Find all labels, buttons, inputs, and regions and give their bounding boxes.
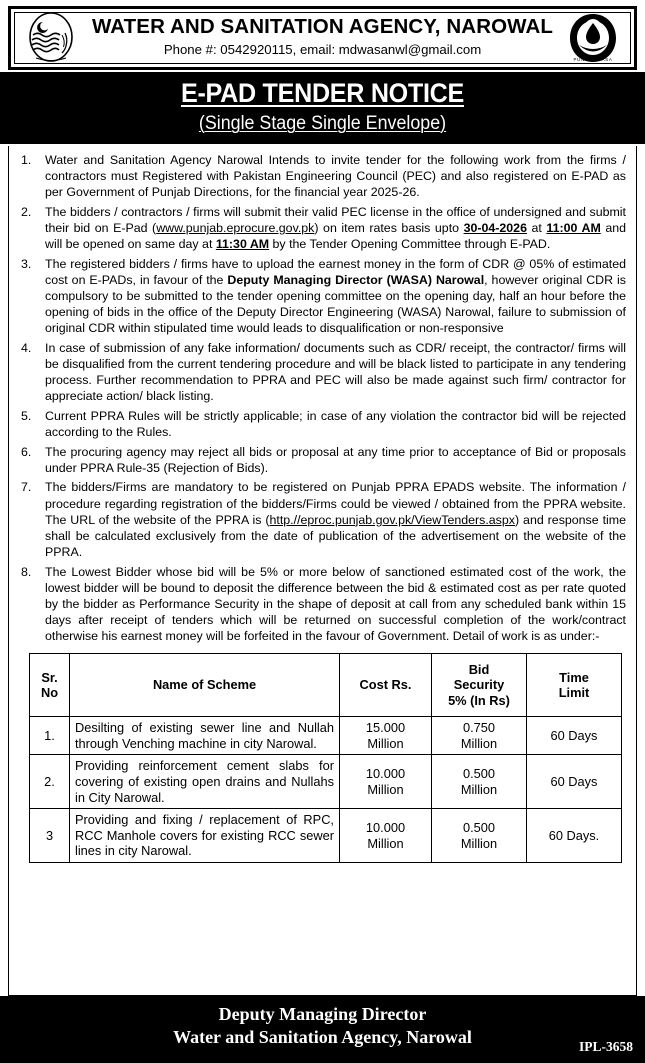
clause-text-run: by the Tender Opening Committee through E-PAD. xyxy=(269,237,551,252)
cell-scheme-name: Providing reinforcement cement slabs for covering of existing open drains and Nullahs in City Narowal. xyxy=(70,755,340,809)
table-row xyxy=(30,717,622,755)
clause-text-run: , however original CDR is compulsory to be submitted to the tender opening committee on the opening day, half an hour before the opening of bids in the office of the Deputy Director Engineering (WASA) Narowal, failure to submission of original CDR within stipulated time would leads to disqualification or non-responsive xyxy=(45,272,626,336)
clause-text: Current PPRA Rules will be strictly applicable; in case of any violation the contractor bid will be rejected according to the Rules. xyxy=(45,408,626,439)
clause-text: Water and Sanitation Agency Narowal Intends to invite tender for the following work from the firms / contractors must Registered with Pakistan Engineering Council (PEC) and also registered on E-PAD as per Government of Punjab Directions, for the financial year 2025-26. xyxy=(45,153,626,200)
time-limit-line2: Limit xyxy=(558,685,590,701)
clause-text-run: The bidders/Firms are mandatory to be registered on Punjab PPRA EPADS website. The information / procedure regarding registration of the bidders/Firms could be viewed / obtained from the PPRA website. The URL of the website of the PPRA is ( xyxy=(45,480,626,527)
column-header-name-of-scheme: Name of Scheme xyxy=(70,654,340,717)
signatory-organisation: Water and Sanitation Agency, Narowal xyxy=(173,1027,472,1048)
table-row xyxy=(30,755,622,809)
clause-number: 5. xyxy=(21,408,32,423)
clause-text-run: at xyxy=(526,221,547,235)
schemes-table xyxy=(29,653,622,863)
cost-unit: Million xyxy=(367,735,404,751)
cell-sr-no: 2. xyxy=(30,755,70,809)
punjab-government-crescent-water-emblem-icon xyxy=(15,11,89,65)
bid-security-line1: Bid xyxy=(468,661,490,677)
bid-submission-deadline-date: 30-04-2026 xyxy=(463,221,527,235)
sr-no-line2: No xyxy=(40,685,59,701)
schemes-table-body xyxy=(30,717,622,863)
cell-bid-security xyxy=(432,755,527,809)
clause-item-3 xyxy=(19,256,626,337)
clause-number: 3. xyxy=(21,256,32,271)
clause-number: 6. xyxy=(21,444,32,459)
clause-text-run: ) and response time shall be calculated exclusively from the date of publication of the advertisement on the website of the PPRA. xyxy=(45,512,627,559)
schemes-table-head xyxy=(30,654,622,717)
bid-submission-deadline-time: 11:00 AM xyxy=(546,221,601,235)
agency-name: WATER AND SANITATION AGENCY, NAROWAL xyxy=(91,15,554,39)
clause-item-7 xyxy=(19,479,626,560)
cell-time-limit: 60 Days xyxy=(527,717,622,755)
clause-text-run: and will be opened on same day at xyxy=(45,221,627,252)
table-header-row xyxy=(30,654,622,717)
publication-reference-code: IPL-3658 xyxy=(579,1039,633,1054)
bid-security-line3: 5% (In Rs) xyxy=(448,692,510,708)
cost-value: 10.000 xyxy=(365,819,406,835)
bid-unit: Million xyxy=(460,735,498,751)
column-header-time-limit xyxy=(527,654,622,717)
cost-value: 10.000 xyxy=(365,766,406,782)
punjab-wasa-water-droplet-emblem-icon xyxy=(556,11,630,65)
clause-item-2 xyxy=(19,204,626,252)
clause-text xyxy=(45,205,626,251)
clause-text xyxy=(45,480,626,559)
cell-time-limit: 60 Days. xyxy=(527,809,622,863)
clause-list xyxy=(19,152,626,644)
agency-header-inner xyxy=(14,12,631,64)
clause-text-run: The bidders / contractors / firms will submit their valid PEC license in the office of undersigned and submit their bid on E-Pad ( xyxy=(45,204,626,235)
cell-scheme-name: Providing and fixing / replacement of RPC, RCC Manhole covers for existing RCC sewer lines in city Narowal. xyxy=(70,809,340,863)
agency-header-text xyxy=(89,16,556,59)
bid-security-line2: Security xyxy=(453,677,505,693)
clause-text: In case of submission of any fake information/ documents such as CDR/ receipt, the contractor/ firms will be disqualified from the current tendering procedure and will be black listed to participate in any tendering process. Further recommendation to PPRA and PEC will also be made against such firm/ contractor for appreciate action/ black listing. xyxy=(45,340,626,404)
page-title: E-PAD TENDER NOTICE xyxy=(180,78,465,108)
clause-item-8 xyxy=(19,564,626,645)
signature-footer-band xyxy=(0,996,645,1063)
signatory-designation: Deputy Managing Director xyxy=(218,1004,427,1024)
clause-number: 4. xyxy=(21,340,32,355)
cell-time-limit: 60 Days xyxy=(527,755,622,809)
cell-sr-no: 1. xyxy=(30,717,70,755)
bid-value: 0.750 xyxy=(462,720,496,736)
clause-item-5 xyxy=(19,408,626,440)
page-subtitle: (Single Stage Single Envelope) xyxy=(198,113,447,135)
cell-bid-security xyxy=(432,809,527,863)
clause-text-run: The registered bidders / firms have to upload the earnest money in the form of CDR @ 05% of estimated cost on E-PADs, in favour of the xyxy=(45,256,626,287)
bid-value: 0.500 xyxy=(462,766,496,782)
bid-opening-time: 11:30 AM xyxy=(215,237,270,252)
clause-text: The Lowest Bidder whose bid will be 5% or more below of sanctioned estimated cost of the work, the lowest bidder will be bound to deposit the difference between the bid & estimated cost as per rate quoted by the bidder as Performance Security in the shape of deposit at call from any scheduled bank within 15 days after receipt of tenders which will be returned on successful completion of the work/contract otherwise his earnest money will be forfeited in the favour of Government. Detail of work is as under:- xyxy=(45,564,626,643)
clause-number: 2. xyxy=(21,204,32,219)
cell-cost xyxy=(340,717,432,755)
cell-cost xyxy=(340,809,432,863)
cost-unit: Million xyxy=(367,835,404,851)
svg-text:PUNJAB WASA: PUNJAB WASA xyxy=(573,57,613,62)
bid-unit: Million xyxy=(460,835,498,851)
cost-unit: Million xyxy=(367,781,404,797)
notice-title-band xyxy=(0,72,645,144)
clause-number: 8. xyxy=(21,564,32,579)
ppra-website-url[interactable]: http.//eproc.punjab.gov.pk/ViewTenders.aspx xyxy=(269,512,515,527)
sr-no-line1: Sr. xyxy=(41,669,58,685)
notice-body xyxy=(8,146,637,996)
column-header-cost: Cost Rs. xyxy=(340,654,432,717)
bid-value: 0.500 xyxy=(462,819,496,835)
bid-unit: Million xyxy=(460,781,498,797)
cdr-payee-name: Deputy Managing Director (WASA) Narowal xyxy=(227,272,485,287)
cell-cost xyxy=(340,755,432,809)
table-row xyxy=(30,809,622,863)
signatory-block xyxy=(0,996,645,1050)
agency-header-box xyxy=(8,6,637,70)
cost-value: 15.000 xyxy=(365,720,406,736)
column-header-sr-no xyxy=(30,654,70,717)
clause-item-6 xyxy=(19,444,626,476)
agency-contact: Phone #: 0542920115, email: mdwasanwl@gmail.com xyxy=(163,42,482,58)
cell-scheme-name: Desilting of existing sewer line and Nullah through Venching machine in city Narowal. xyxy=(70,717,340,755)
clause-text xyxy=(45,257,626,336)
clause-item-4 xyxy=(19,340,626,405)
clause-text: The procuring agency may reject all bids or proposal at any time prior to acceptance of Bid or proposals under PPRA Rule-35 (Rejection of Bids). xyxy=(45,444,626,475)
clause-item-1 xyxy=(19,152,626,200)
clause-number: 1. xyxy=(21,153,32,167)
time-limit-line1: Time xyxy=(559,669,589,685)
cell-bid-security xyxy=(432,717,527,755)
clause-number: 7. xyxy=(21,480,32,495)
cell-sr-no: 3 xyxy=(30,809,70,863)
column-header-bid-security xyxy=(432,654,527,717)
clause-text-run: ) on item rates basis upto xyxy=(314,221,464,235)
eprocure-portal-url[interactable]: www.punjab.eprocure.gov.pk xyxy=(156,221,315,235)
